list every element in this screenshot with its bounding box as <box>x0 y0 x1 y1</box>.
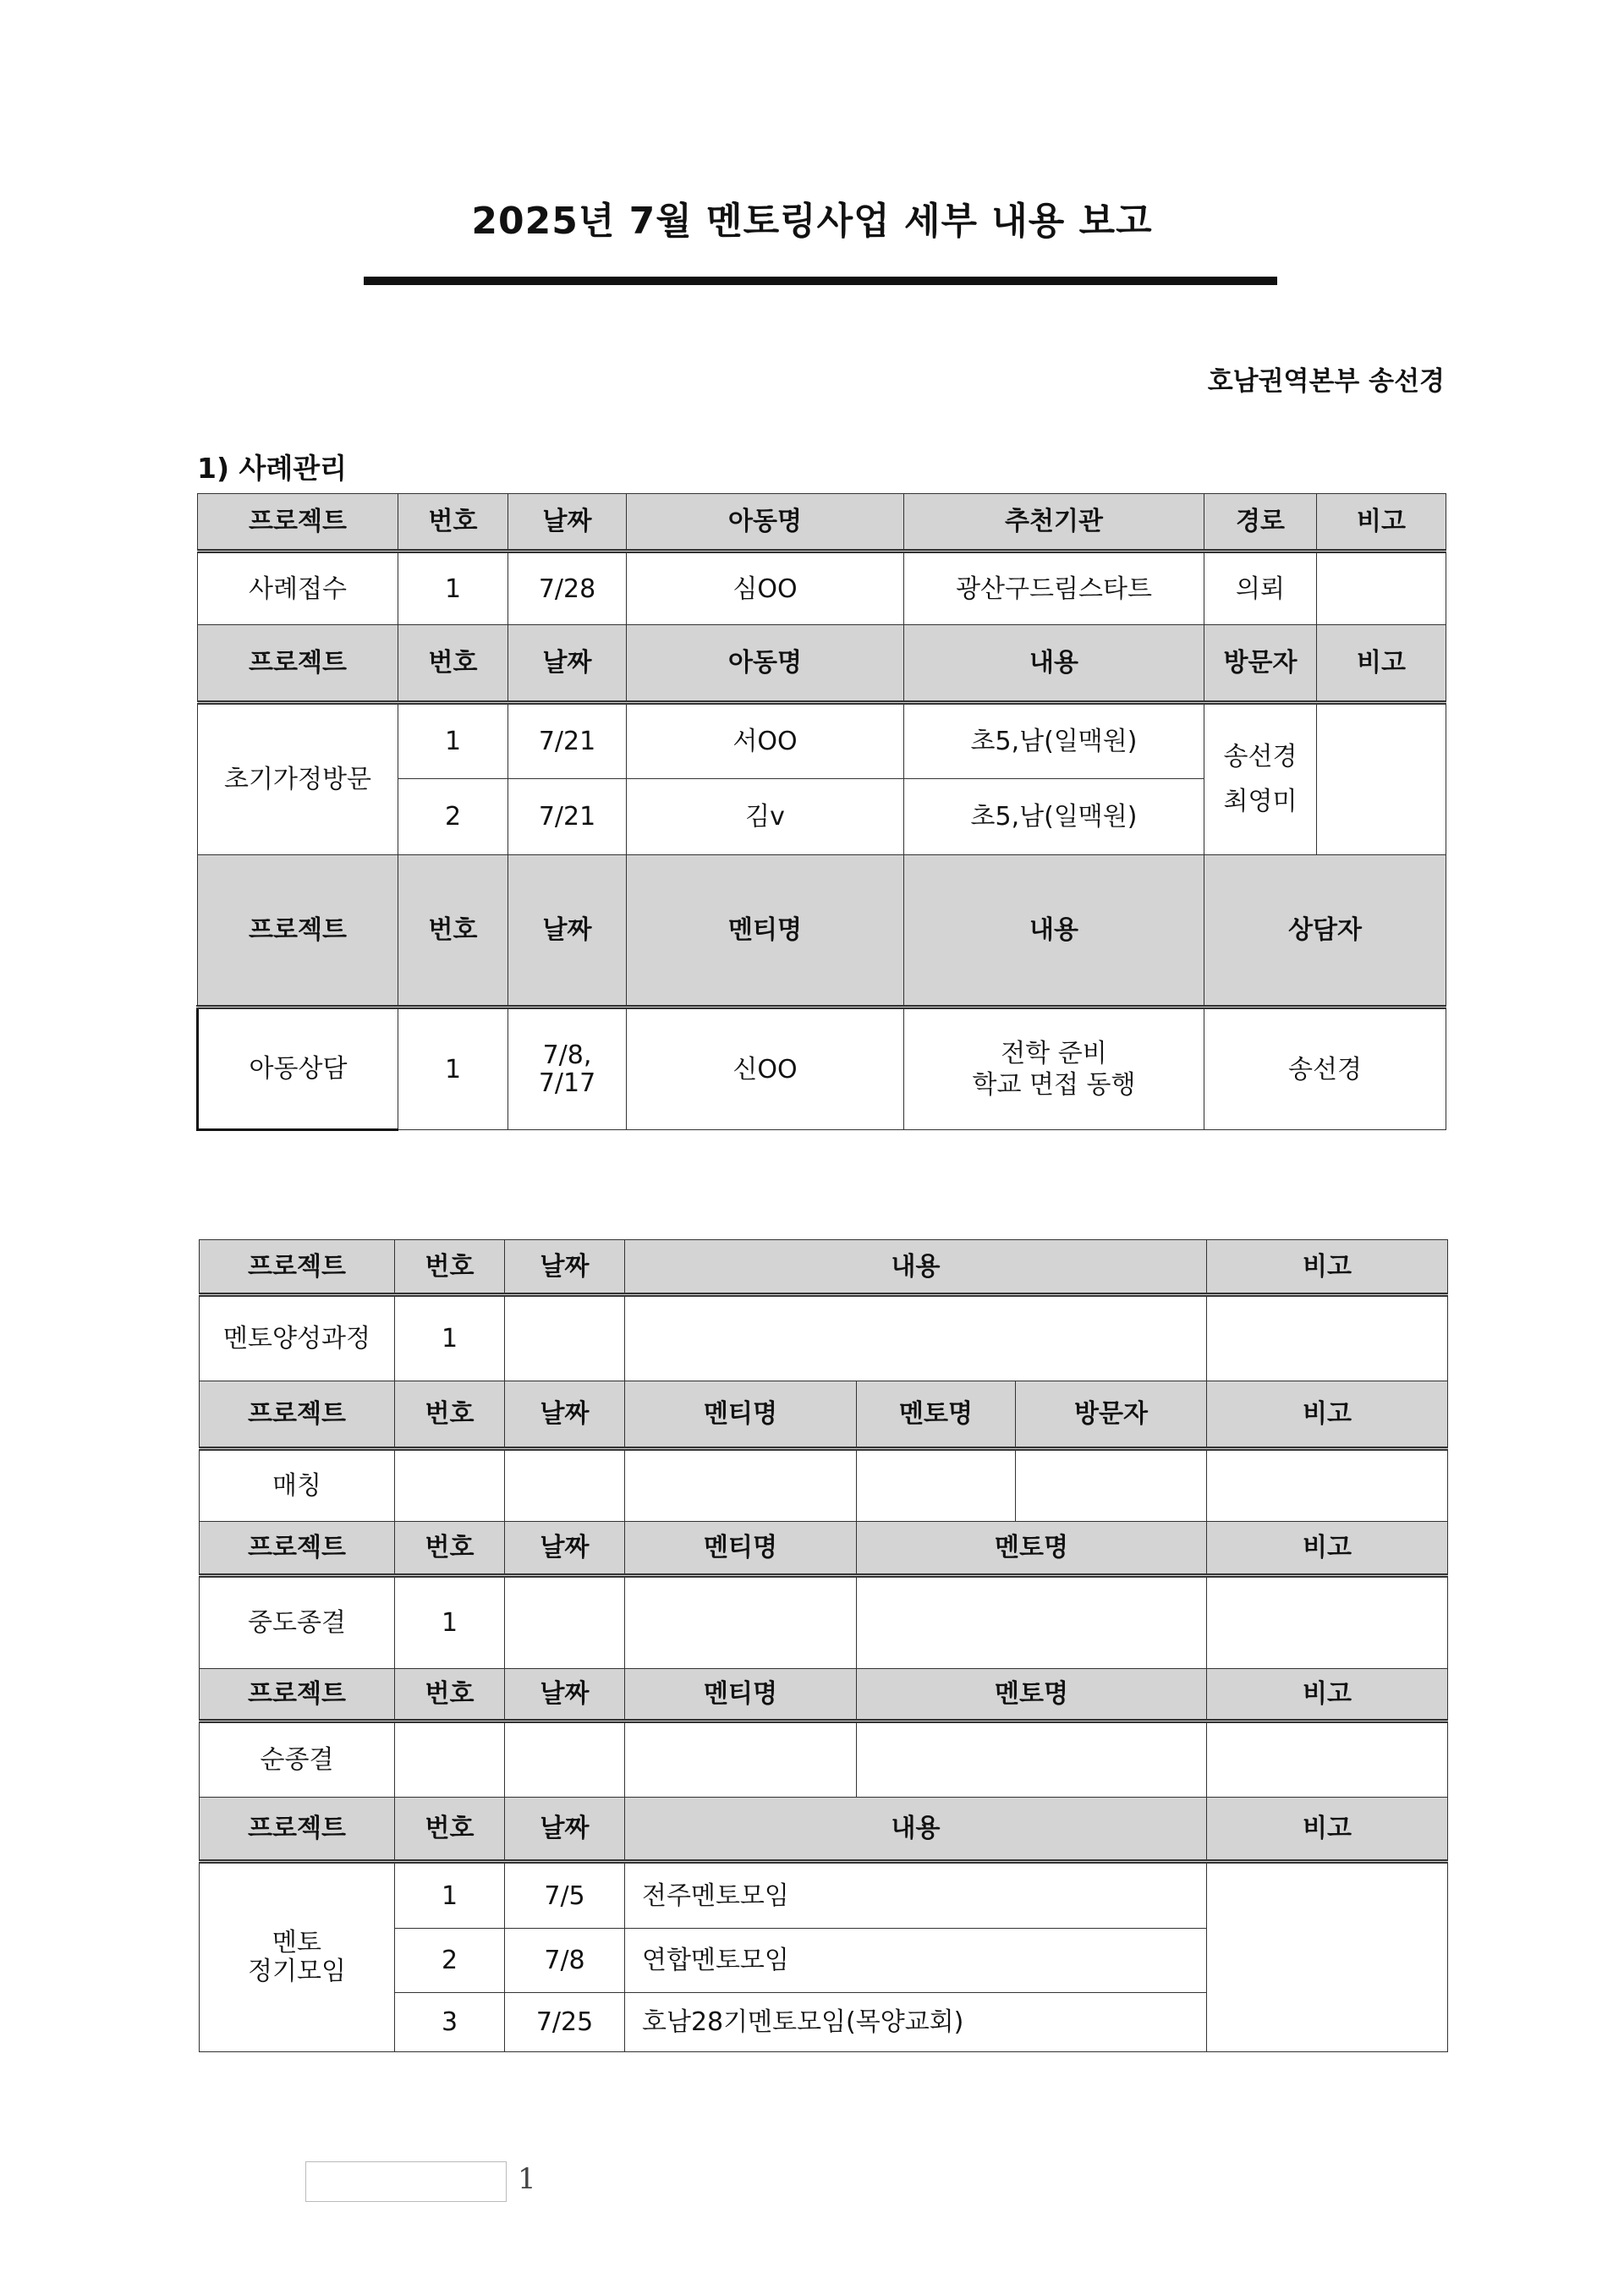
project-cell: 사례접수 <box>198 552 398 625</box>
header-cell: 비고 <box>1207 1669 1448 1721</box>
header-cell: 멘토명 <box>857 1669 1207 1721</box>
header-cell: 번호 <box>398 625 508 703</box>
date-cell: 7/5 <box>505 1862 625 1929</box>
date-cell: 7/25 <box>505 1993 625 2052</box>
project-cell: 중도종결 <box>200 1576 395 1669</box>
date-cell: 7/28 <box>508 552 627 625</box>
number-cell: 2 <box>395 1929 505 1993</box>
date-cell <box>505 1449 625 1522</box>
header-cell: 프로젝트 <box>200 1798 395 1862</box>
table-row <box>200 1295 1448 1381</box>
header-cell: 비고 <box>1207 1240 1448 1295</box>
note-cell <box>1317 552 1446 625</box>
header-cell: 멘티명 <box>625 1669 857 1721</box>
mentee-name-cell <box>625 1721 857 1798</box>
header-cell: 프로젝트 <box>200 1381 395 1449</box>
visitor-cell <box>1204 703 1317 855</box>
page-title: 2025년 7월 멘토링사업 세부 내용 보고 <box>471 200 1153 243</box>
header-cell: 번호 <box>395 1240 505 1295</box>
table-row <box>200 1862 1448 1929</box>
header-cell: 날짜 <box>505 1798 625 1862</box>
number-cell: 1 <box>398 703 508 779</box>
number-cell: 1 <box>395 1295 505 1381</box>
author: 호남권역본부 송선경 <box>1207 366 1445 397</box>
project-cell: 매칭 <box>200 1449 395 1522</box>
project-cell: 멘토양성과정 <box>200 1295 395 1381</box>
project-cell: 초기가정방문 <box>198 703 398 855</box>
note-cell <box>1207 1721 1448 1798</box>
note-cell <box>1207 1576 1448 1669</box>
header-cell: 멘티명 <box>625 1522 857 1576</box>
normal-end-header-row <box>200 1669 1448 1721</box>
case-management-table <box>196 493 1446 1131</box>
number-cell: 2 <box>398 779 508 855</box>
header-cell: 날짜 <box>508 625 627 703</box>
intake-header-row <box>198 494 1446 552</box>
header-cell: 비고 <box>1317 625 1446 703</box>
meeting-header-row <box>200 1798 1448 1862</box>
visitor-name: 송선경 <box>1223 742 1298 771</box>
header-cell: 비고 <box>1317 494 1446 552</box>
header-cell: 내용 <box>904 625 1204 703</box>
header-cell: 내용 <box>625 1240 1207 1295</box>
content-cell: 연합멘토모임 <box>625 1929 1207 1993</box>
mentee-name-cell: 신OO <box>627 1007 904 1130</box>
note-cell <box>1207 1862 1448 2052</box>
number-cell: 1 <box>395 1576 505 1669</box>
counselor-cell: 송선경 <box>1204 1007 1446 1130</box>
counsel-header-row <box>198 855 1446 1007</box>
section-title: 1) 사례관리 <box>197 452 348 485</box>
number-cell: 1 <box>395 1862 505 1929</box>
project-line: 정기모임 <box>248 1957 346 1986</box>
child-name-cell: 김v <box>627 779 904 855</box>
header-cell: 멘티명 <box>625 1381 857 1449</box>
content-cell: 초5,남(일맥원) <box>904 703 1204 779</box>
date-cell: 7/8 <box>505 1929 625 1993</box>
training-header-row <box>200 1240 1448 1295</box>
header-cell: 프로젝트 <box>200 1240 395 1295</box>
header-cell: 날짜 <box>505 1522 625 1576</box>
content-cell: 호남28기멘토모임(목양교회) <box>625 1993 1207 2052</box>
footer-box <box>305 2161 507 2202</box>
date-cell <box>508 1007 627 1130</box>
header-cell: 방문자 <box>1204 625 1317 703</box>
agency-cell: 광산구드림스타트 <box>904 552 1204 625</box>
header-cell: 상담자 <box>1204 855 1446 1007</box>
date-cell: 7/21 <box>508 779 627 855</box>
number-cell <box>395 1449 505 1522</box>
table-row <box>198 1007 1446 1130</box>
header-cell: 프로젝트 <box>198 855 398 1007</box>
project-line: 멘토 <box>272 1927 321 1957</box>
matching-header-row <box>200 1381 1448 1449</box>
header-cell: 번호 <box>395 1522 505 1576</box>
date-cell <box>505 1295 625 1381</box>
title-underline <box>364 277 1277 285</box>
number-cell: 1 <box>398 552 508 625</box>
header-cell: 비고 <box>1207 1798 1448 1862</box>
date-cell <box>505 1576 625 1669</box>
date-line: 7/8, <box>542 1040 592 1070</box>
header-cell: 아동명 <box>627 625 904 703</box>
header-cell: 날짜 <box>505 1240 625 1295</box>
header-cell: 번호 <box>398 855 508 1007</box>
content-cell <box>904 1007 1204 1130</box>
number-cell: 1 <box>398 1007 508 1130</box>
content-cell: 전주멘토모임 <box>625 1862 1207 1929</box>
visitor-name: 최영미 <box>1223 786 1298 816</box>
table-row <box>198 552 1446 625</box>
header-cell: 날짜 <box>508 855 627 1007</box>
header-cell: 추천기관 <box>904 494 1204 552</box>
project-cell: 아동상담 <box>198 1007 398 1130</box>
table-row <box>200 1721 1448 1798</box>
header-cell: 경로 <box>1204 494 1317 552</box>
table-row <box>200 1576 1448 1669</box>
header-cell: 프로젝트 <box>198 625 398 703</box>
header-cell: 날짜 <box>505 1381 625 1449</box>
header-cell: 프로젝트 <box>200 1522 395 1576</box>
content-line: 전학 준비 <box>1001 1038 1107 1068</box>
project-cell: 순종결 <box>200 1721 395 1798</box>
midterm-header-row <box>200 1522 1448 1576</box>
header-cell: 멘티명 <box>627 855 904 1007</box>
date-cell: 7/21 <box>508 703 627 779</box>
note-cell <box>1207 1449 1448 1522</box>
visitor-cell <box>1016 1449 1207 1522</box>
note-cell <box>1317 703 1446 855</box>
header-cell: 비고 <box>1207 1381 1448 1449</box>
date-line: 7/17 <box>538 1068 596 1098</box>
project-cell <box>200 1862 395 2052</box>
header-cell: 멘토명 <box>857 1381 1016 1449</box>
page-number: 1 <box>518 2162 536 2196</box>
header-cell: 번호 <box>395 1798 505 1862</box>
table-row <box>200 1449 1448 1522</box>
header-cell: 아동명 <box>627 494 904 552</box>
content-line: 학교 면접 동행 <box>972 1070 1136 1100</box>
header-cell: 내용 <box>625 1798 1207 1862</box>
header-cell: 날짜 <box>508 494 627 552</box>
header-cell: 번호 <box>398 494 508 552</box>
header-cell: 내용 <box>904 855 1204 1007</box>
mentee-name-cell <box>625 1576 857 1669</box>
note-cell <box>1207 1295 1448 1381</box>
mentee-name-cell <box>625 1449 857 1522</box>
number-cell: 3 <box>395 1993 505 2052</box>
route-cell: 의뢰 <box>1204 552 1317 625</box>
mentor-name-cell <box>857 1449 1016 1522</box>
mentor-name-cell <box>857 1721 1207 1798</box>
header-cell: 멘토명 <box>857 1522 1207 1576</box>
header-cell: 비고 <box>1207 1522 1448 1576</box>
header-cell: 프로젝트 <box>200 1669 395 1721</box>
mentor-activity-table <box>199 1239 1448 2052</box>
header-cell: 방문자 <box>1016 1381 1207 1449</box>
content-cell <box>625 1295 1207 1381</box>
content-cell: 초5,남(일맥원) <box>904 779 1204 855</box>
mentor-name-cell <box>857 1576 1207 1669</box>
child-name-cell: 심OO <box>627 552 904 625</box>
header-cell: 번호 <box>395 1381 505 1449</box>
header-cell: 프로젝트 <box>198 494 398 552</box>
child-name-cell: 서OO <box>627 703 904 779</box>
header-cell: 번호 <box>395 1669 505 1721</box>
table-row <box>198 703 1446 779</box>
visit-header-row <box>198 625 1446 703</box>
date-cell <box>505 1721 625 1798</box>
number-cell <box>395 1721 505 1798</box>
header-cell: 날짜 <box>505 1669 625 1721</box>
